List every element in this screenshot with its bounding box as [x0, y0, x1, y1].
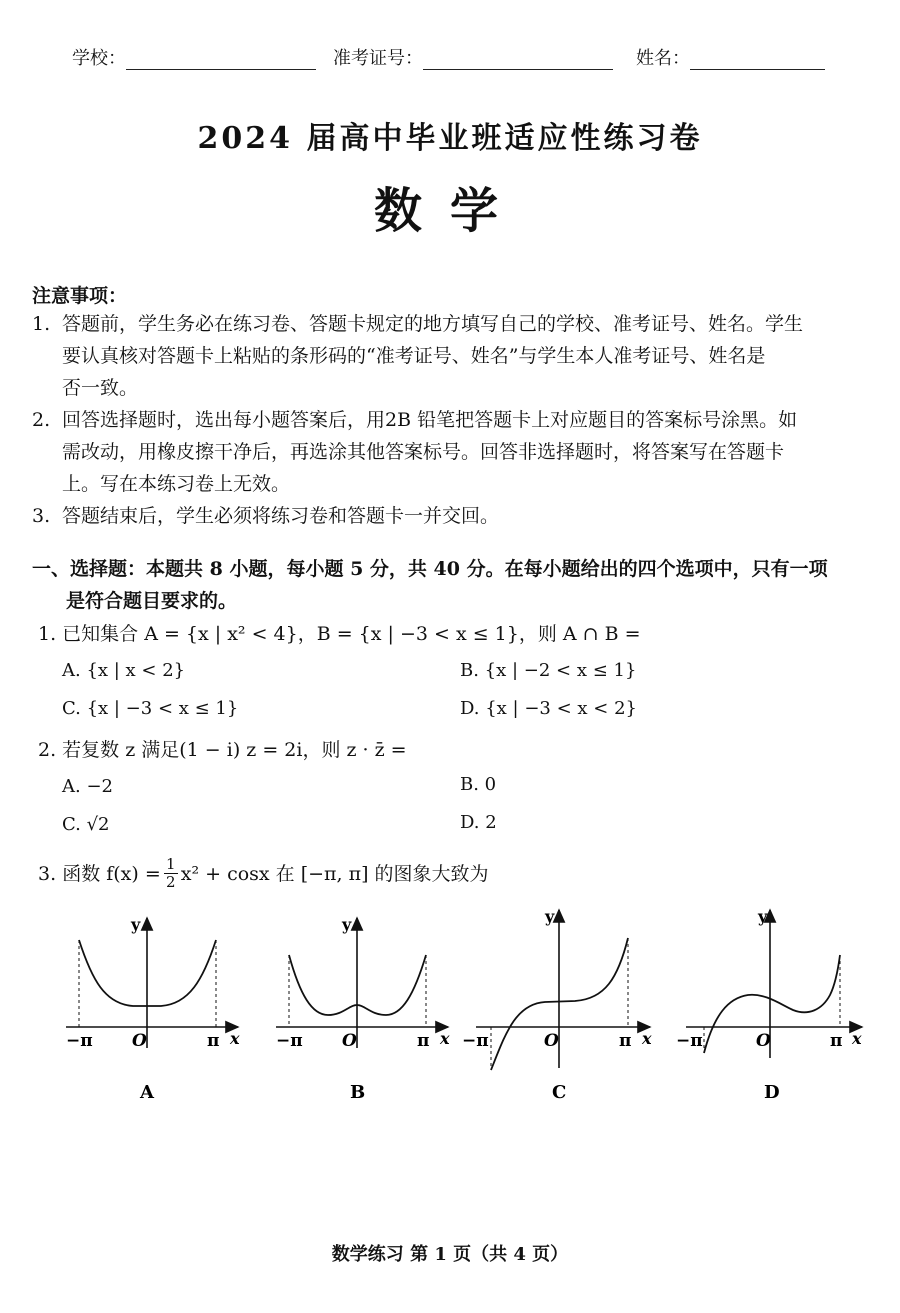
pi-label: π	[830, 1031, 843, 1051]
q2-option-a: A. −2	[62, 776, 113, 797]
neg-pi-label: −π	[66, 1031, 93, 1051]
q3-number: 3.	[38, 862, 57, 885]
note-line: 否一致。	[62, 377, 139, 399]
graph-label: C	[552, 1082, 567, 1103]
note-line: 要认真核对答题卡上粘贴的条形码的“准考证号、姓名”与学生本人准考证号、姓名是	[62, 345, 766, 367]
pi-label: π	[619, 1031, 632, 1051]
note-line: 上。写在本练习卷上无效。	[62, 473, 291, 495]
q3-graphs	[0, 900, 900, 1110]
neg-pi-label: −π	[276, 1031, 303, 1051]
pi-label: π	[417, 1031, 430, 1051]
note-line: 答题前，学生务必在练习卷、答题卡规定的地方填写自己的学校、准考证号、姓名。学生	[62, 313, 804, 335]
y-label: y	[758, 907, 768, 926]
exam-id-blank	[423, 49, 613, 70]
y-label: y	[131, 915, 141, 934]
graph-a	[66, 915, 240, 1103]
page-footer: 数学练习 第 1 页（共 4 页）	[331, 1244, 569, 1265]
school-blank	[126, 49, 316, 70]
notes-list	[32, 308, 872, 532]
q2-option-d: D. 2	[460, 812, 497, 833]
origin-label: O	[132, 1031, 147, 1051]
q2-option-c: C. √2	[62, 814, 110, 835]
section-heading	[32, 553, 882, 617]
question-1-stem: 1. 已知集合 A = {x | x² < 4}，B = {x | −3 < x ≤ 1}，则 A ∩ B =	[38, 623, 641, 645]
school-field	[72, 44, 316, 70]
graph-label: A	[140, 1082, 154, 1103]
notes-heading: 注意事项：	[32, 285, 128, 307]
page-title: 2024 届高中毕业班适应性练习卷	[197, 121, 703, 156]
q3-fraction	[164, 856, 178, 891]
y-label: y	[342, 915, 352, 934]
exam-id-label: 准考证号：	[333, 48, 423, 69]
graph-label: B	[350, 1082, 366, 1103]
q3-suffix: x² + cosx 在 [−π, π] 的图象大致为	[180, 862, 489, 885]
section-heading-line-2: 是符合题目要求的。	[66, 590, 238, 612]
origin-label: O	[544, 1031, 559, 1051]
y-label: y	[545, 907, 555, 926]
exam-id-field	[333, 44, 613, 70]
q1-option-c: C. {x | −3 < x ≤ 1}	[62, 698, 239, 719]
note-item-3	[32, 500, 872, 532]
note-line: 需改动，用橡皮擦干净后，再选涂其他答案标号。回答非选择题时，将答案写在答题卡	[62, 441, 785, 463]
school-label: 学校：	[72, 48, 126, 69]
note-item-1	[32, 308, 872, 404]
q1-option-d: D. {x | −3 < x < 2}	[460, 698, 637, 719]
question-2-stem: 2. 若复数 z 满足(1 − i) z = 2i，则 z · z̄ =	[38, 739, 407, 761]
name-field	[636, 44, 825, 70]
neg-pi-label: −π	[462, 1031, 489, 1051]
q1-option-a: A. {x | x < 2}	[62, 660, 186, 681]
x-label: x	[852, 1029, 862, 1048]
section-heading-line-1: 一、选择题：本题共 8 小题，每小题 5 分，共 40 分。在每小题给出的四个选项中，只有一项	[32, 558, 828, 580]
note-number: 2.	[32, 409, 51, 431]
note-item-2	[32, 404, 872, 500]
q3-frac-num: 1	[165, 855, 176, 873]
graph-b	[276, 915, 450, 1103]
note-number: 1.	[32, 313, 51, 335]
curve	[704, 955, 843, 1053]
note-number: 3.	[32, 505, 51, 527]
q1-option-b: B. {x | −2 < x ≤ 1}	[460, 660, 637, 681]
note-line: 回答选择题时，选出每小题答案后，用2B 铅笔把答题卡上对应题目的答案标号涂黑。如	[62, 409, 798, 431]
name-blank	[690, 49, 825, 70]
question-3-stem	[38, 856, 489, 891]
note-line: 答题结束后，学生必须将练习卷和答题卡一并交回。	[62, 505, 500, 527]
neg-pi-label: −π	[676, 1031, 703, 1051]
q2-option-b: B. 0	[460, 774, 497, 795]
q3-prefix: 函数 f(x) =	[62, 862, 161, 885]
q3-frac-den: 2	[165, 873, 176, 891]
pi-label: π	[207, 1031, 220, 1051]
graph-c	[462, 907, 652, 1103]
subject-title: 数学	[373, 183, 526, 239]
graph-d	[676, 907, 862, 1103]
origin-label: O	[342, 1031, 357, 1051]
x-label: x	[230, 1029, 240, 1048]
origin-label: O	[756, 1031, 771, 1051]
graph-label: D	[764, 1082, 780, 1103]
name-label: 姓名：	[636, 48, 690, 69]
x-label: x	[642, 1029, 652, 1048]
x-label: x	[440, 1029, 450, 1048]
